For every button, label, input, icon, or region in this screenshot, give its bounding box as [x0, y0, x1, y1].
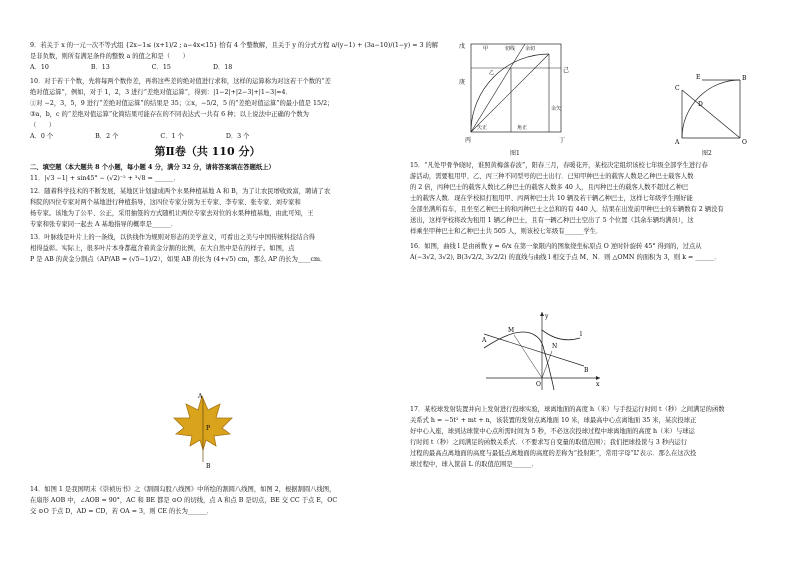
fig1-label-10: 角正 [517, 125, 528, 131]
q10-line3: ①对 −2，3，5，9 进行“差绝对值运算”的结果是 35；②x，−5/2，5 的“差绝对值运算”的最小值是 15/2； [30, 100, 334, 107]
fig1-label-11: 余矢 [551, 106, 562, 112]
q10-option-a: A．0 个 [30, 133, 54, 140]
fig1-line2 [471, 44, 528, 132]
fig2-label-c: C [675, 85, 680, 92]
q12-line4: 专家和张专家同一起去 A 基地指导的概率是______． [30, 221, 178, 228]
graph-label-a: A [482, 337, 487, 344]
graph-label-o: O [536, 381, 541, 388]
q11: 11．|√3 −1| + sin45° − (√2)⁻² + ³√8 = ______． [30, 175, 180, 182]
q13-line1: 13．叶脉线是叶片上的一条线，以供线作为规则对形态的美学意义，可看出之美与中国传统科技结合得 [30, 234, 316, 241]
fig1-label-2: 切线 [505, 46, 516, 52]
leaf-label-b: B [206, 463, 211, 470]
section2-heading: 二、填空题（本大题共 8 个小题，每小题 4 分，满分 32 分，请将答案填在答题纸上） [30, 164, 275, 171]
q15-line1: 15．“凡处甲骨争晓时，谁照黄梅落春波”，阳春三月，春暖花开，某校决定组织该校七年级全部学生进行春 [410, 162, 708, 169]
q13-line3: P 是 AB 的黄金分割点（AP/AB = (√5−1)/2），如果 AB 的长为 (4+√5) cm，那么 AP 的长为____cm． [30, 256, 327, 263]
curve-l-left [484, 332, 554, 390]
q13-line2: 相得益彰。实际上，很多叶片本身都蕴含着黄金分割的比例，在大自然中是在的样子。如图，点 [30, 245, 295, 252]
figure2-caption: 图2 [702, 150, 712, 157]
q16-line1: 16．如图，曲线 l 是由函数 y = 6/x 在第一象限内的图象绕坐标原点 O 逆时针旋转 45° 得到的，过点从 [410, 243, 702, 250]
fig2-label-a: A [675, 139, 680, 146]
graph-label-y: y [545, 313, 549, 320]
q12-line3: 杨专家。该地为了公平、公正，采用抽签的方式随机让两位专家去对位的水果种植基地，由此可知，王 [30, 210, 314, 217]
q10-line4: ③a，b，c 的“差绝对值运算”化简结果可能存在的不同表达式一共有 6 种；以上说法中正确的个数为 [30, 111, 309, 118]
segment-om [514, 335, 542, 378]
q17-line4: 行时间 t（秒）之间满足的函数关系式．（不要求写自变量的取值范围）；我们把球投筐与 3 秒内运行 [410, 439, 688, 446]
q9-option-c: C．15 [151, 64, 171, 71]
figure1-diagram [455, 38, 575, 148]
fig1-label-5: 乙 [489, 70, 495, 76]
line-ab [484, 334, 584, 366]
q17-line3: 好中心入座，球到达球筐中心点所需时间为 5 秒，不必这次投球过程中球离地面的高度 h（米）与球运 [410, 428, 695, 435]
q15-line3: 的 2 倍，丙种巴士的载客人数比乙种巴士的载客人数多 40 人，且丙种巴士的载客人数不超过乙种巴 [410, 184, 689, 191]
figure1-caption: 图1 [510, 150, 520, 157]
fig2-label-b: B [742, 75, 747, 82]
graph-label-b: B [584, 367, 589, 374]
q9-option-b: B．13 [90, 64, 110, 71]
q10-option-b: B．2 个 [95, 133, 119, 140]
fig1-label-7: 丁 [559, 137, 566, 144]
q14-line2: 在扇形 AOB 中，∠AOB = 90°，AC 和 BE 都是 ⊙O 的切线，点 A 和点 B 是切点，BE 交 CC 于点 E，OC [30, 497, 338, 504]
q17-line5: 过程的最高点离地面的高度与最低点离地面的高度的差称为“投射距”，常用字母“L”表示．那么在这次投 [410, 450, 697, 457]
fig1-diagonal [471, 54, 549, 132]
q15-line7: 样乘坐甲种巴士和乙种巴士共 505 人，则该校七年级有______学生． [410, 228, 603, 235]
leaf-label-p: P [206, 425, 211, 432]
q10-option-c: C．1 个 [160, 133, 184, 140]
fig2-label-o: O [742, 139, 747, 146]
q10-line1: 10．对于若干个数，先将每两个数作差，再将这些差的绝对值进行求和，这样的运算称为对这若干个数的“差 [30, 78, 331, 85]
q10-line2: 绝对值运算”，例如，对于 1，2，3 进行“差绝对值运算”，得到：|1−2|+|2−3|+|1−3|=4． [30, 89, 292, 96]
q9-line1: 9．若关于 x 的一元一次不等式组 {2x−1≤ (x+1)/2 ; a−4x<15} 恰有 4 个整数解，且关于 y 的分式方程 a/(y−1) + (3a−10)/(1−y) = 3 的解 [30, 42, 439, 49]
fig1-label-1: 甲 [483, 46, 489, 52]
q9-line2: 是非负数，则所有满足条件的整数 a 的值之和是（ ） [30, 53, 189, 60]
curve-l-right [542, 330, 580, 340]
graph-label-n: N [552, 343, 558, 350]
q17-line2: 关系式 h = −5t² + mt + n，该装置的发射点离地面 10 米，球最高中心点离地面 35 米，某次投球正 [410, 417, 697, 424]
q15-block [410, 160, 765, 263]
q14-line3: 交 ⊙O 于点 D，AD = CD，若 OA = 3，则 CE 的长为______． [30, 508, 214, 515]
y-axis-arrow [540, 312, 544, 316]
q9-option-a: A．10 [30, 64, 49, 71]
fig2-arc [682, 80, 740, 138]
q15-line4: 士的载客人数．现在学校拟打租用甲、丙两种巴士共 10 辆及若干辆乙种巴士，这样七年级学生刚好能 [410, 195, 693, 202]
maple-leaf-figure [170, 390, 240, 470]
fig1-label-3: 余切 [525, 46, 536, 52]
q9-option-d: D．18 [212, 64, 233, 71]
fig2-oc [682, 90, 740, 138]
part2-title: 第Ⅱ卷（共 110 分） [154, 145, 261, 158]
graph-label-m: M [508, 327, 515, 334]
q17-line6: 球过程中，球入筐前 L 的取值范围是______． [410, 461, 538, 468]
q10-line5: （ ） [30, 122, 56, 129]
fig1-label-0: 戊 [459, 43, 466, 50]
fig2-label-e: E [696, 74, 701, 81]
q9-options [30, 62, 385, 73]
q15-line6: 送出，这样学校将改为租用 1 辆乙种巴士，且有一辆乙种巴士空出了 5 个位置（其余车辆均满员），这 [410, 217, 694, 224]
q17-line1: 17．某校球发射装置并向上发射进行投球实验，球离地面的高度 h（米）与手投运行时间 t（秒）之间满足的函数 [410, 406, 725, 413]
graph-label-x: x [596, 381, 600, 388]
leaf-label-a: A [198, 393, 203, 400]
q17-block [410, 404, 765, 470]
fig1-label-4: 庚 [459, 79, 466, 86]
q14-line1: 14．如图 1 是我国明末《崇祯历书》之《割圆勾股八线图》中所绘的割圆八线图，如图 2，根据割圆八线图， [30, 486, 336, 493]
q16-graph [480, 310, 605, 392]
graph-label-l: l [580, 331, 582, 338]
x-axis-arrow [596, 376, 600, 380]
q15-line2: 游活动，需要租用甲、乙、丙三种不同型号的巴士出行．已知甲种巴士的载客人数是乙种巴士载客人数 [410, 173, 694, 180]
q10-option-d: D．3 个 [225, 133, 250, 140]
q14-block [30, 484, 385, 517]
fig1-label-8: 己 [563, 67, 570, 74]
fig1-label-9: 矢正 [477, 125, 488, 131]
left-column [30, 40, 439, 265]
fig2-label-d: D [698, 101, 703, 108]
q10-options [30, 131, 385, 142]
q15-line5: 全部坐满所有车，且坐至乙种巴士的和丙种巴士之总和的有 440 人．结果在出发前甲种巴士的车辆数有 2 辆没有 [410, 206, 724, 213]
q12-line1: 12．随着科学技术的不断发展，某地区计划建成两个水果种植基地 A 和 B，为了让农民增收致富，聘请了农 [30, 188, 331, 195]
fig1-label-6: 丙 [465, 137, 472, 144]
q12-line2: 科院的四位专家对两个基地进行种植指导，这四位专家分别为王专家、李专家、张专家、刘专家和 [30, 199, 301, 206]
figure2-diagram [672, 70, 752, 150]
q16-line2: A(−3√2, 3√2), B(3√2/2, 3√2/2) 的直线与曲线 l 相交于点 M、N．则 △OMN 的面积为 3，则 k = ______． [410, 254, 721, 261]
